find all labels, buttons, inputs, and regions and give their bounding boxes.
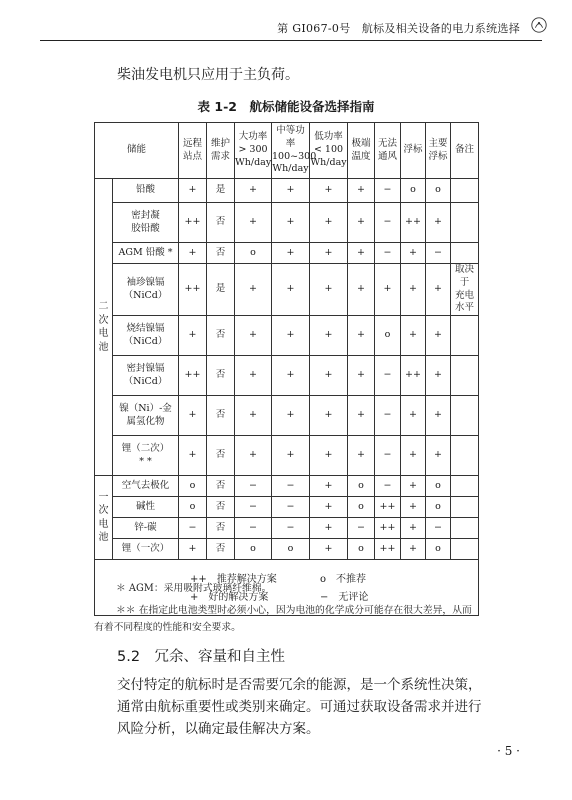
rating-cell: + xyxy=(348,356,375,396)
rating-cell: + xyxy=(235,396,272,436)
rating-cell: 否 xyxy=(207,316,235,356)
rating-cell: 否 xyxy=(207,476,235,497)
rating-cell: + xyxy=(272,243,310,264)
legend-item: ++ 推荐解决方案 xyxy=(190,573,277,585)
column-header xyxy=(272,123,317,179)
header-line: 远程 xyxy=(183,137,203,149)
row-name-line: 铅酸 xyxy=(136,184,156,196)
legend-item: + 好的解决方案 xyxy=(190,591,269,603)
rating-cell: 否 xyxy=(207,203,235,243)
rating-cell: + xyxy=(401,264,426,316)
table-row xyxy=(95,497,479,518)
rating-cell: + xyxy=(310,203,348,243)
column-header xyxy=(451,123,479,179)
rating-cell: ++ xyxy=(179,264,207,316)
rating-cell: − xyxy=(375,179,401,203)
table-row xyxy=(95,203,479,243)
rating-cell: − xyxy=(235,497,272,518)
rating-cell: + xyxy=(179,396,207,436)
rating-cell: + xyxy=(426,396,451,436)
row-name xyxy=(113,203,179,243)
rating-cell: o xyxy=(375,316,401,356)
rating-cell: + xyxy=(310,497,348,518)
rating-cell: ++ xyxy=(375,497,401,518)
row-name xyxy=(113,264,179,316)
rating-cell: − xyxy=(348,518,375,539)
rating-cell: − xyxy=(272,518,310,539)
rating-cell: + xyxy=(272,179,310,203)
column-header xyxy=(401,123,426,179)
rating-cell: + xyxy=(401,476,426,497)
remark-cell xyxy=(451,179,479,203)
rating-cell: − xyxy=(375,396,401,436)
header-line: 浮标 xyxy=(403,144,423,156)
rating-cell: + xyxy=(401,396,426,436)
rating-cell: ++ xyxy=(179,356,207,396)
row-name-line: 烧结镍镉 xyxy=(126,322,165,334)
rating-cell: + xyxy=(348,436,375,476)
header-line: 储能 xyxy=(127,144,147,156)
rating-cell: + xyxy=(235,203,272,243)
column-header xyxy=(426,123,451,179)
rating-cell: + xyxy=(235,316,272,356)
rating-cell: o xyxy=(348,497,375,518)
rating-cell: + xyxy=(310,316,348,356)
header-line: 无法 xyxy=(378,137,398,149)
rating-cell: 否 xyxy=(207,518,235,539)
row-name-line: 密封镍镉 xyxy=(126,362,165,374)
rating-cell: + xyxy=(235,356,272,396)
group-label xyxy=(95,476,113,560)
table-title: 表 1-2 航标储能设备选择指南 xyxy=(197,99,375,114)
header-line: > 300 xyxy=(238,144,268,156)
rating-cell: o xyxy=(426,476,451,497)
row-name-line: 锂（一次） xyxy=(121,542,170,554)
row-name-line: AGM 铅酸 * xyxy=(118,246,173,258)
header-line: 低功率 xyxy=(314,131,343,143)
footnote: 有着不同程度的性能和安全要求。 xyxy=(94,622,241,633)
rating-cell: + xyxy=(235,179,272,203)
rating-cell: + xyxy=(348,264,375,316)
remark-cell xyxy=(451,436,479,476)
rating-cell: − xyxy=(375,203,401,243)
footnote: ＊ AGM：采用吸附式玻璃纤维棉。 xyxy=(116,583,272,594)
header-line: 备注 xyxy=(455,144,475,156)
table-row xyxy=(95,356,479,396)
header-line: 主要 xyxy=(428,137,448,149)
column-header xyxy=(207,123,235,179)
remark-cell xyxy=(451,316,479,356)
rating-cell: + xyxy=(310,356,348,396)
column-header xyxy=(235,123,272,179)
table-row xyxy=(95,539,479,560)
row-name xyxy=(113,396,179,436)
remark-cell xyxy=(451,497,479,518)
header-line: 站点 xyxy=(183,150,203,162)
rating-cell: ++ xyxy=(375,539,401,560)
row-name xyxy=(113,316,179,356)
row-name-line: （NiCd） xyxy=(123,335,168,347)
rating-cell: − xyxy=(426,243,451,264)
remark-line: 取决于 xyxy=(455,264,475,288)
legend-item: − 无评论 xyxy=(320,591,369,603)
rating-cell: + xyxy=(310,539,348,560)
remark-cell xyxy=(451,243,479,264)
header-line: 需求 xyxy=(211,150,231,162)
row-name-line: （NiCd） xyxy=(123,375,168,387)
row-name-line: 袖珍镍镉 xyxy=(126,276,165,288)
table-row xyxy=(95,179,479,203)
section-heading: 5.2 冗余、容量和自主性 xyxy=(117,649,286,665)
rating-cell: − xyxy=(375,436,401,476)
rating-cell: o xyxy=(348,476,375,497)
table-row xyxy=(95,243,479,264)
row-name-line: 镍（Ni）-金 xyxy=(119,402,172,414)
row-name xyxy=(113,539,179,560)
rating-cell: 否 xyxy=(207,539,235,560)
rating-cell: + xyxy=(310,264,348,316)
column-header xyxy=(375,123,401,179)
table-header-row xyxy=(95,123,479,179)
header-line: 大功率 xyxy=(238,131,268,143)
rating-cell: + xyxy=(426,264,451,316)
rating-cell: + xyxy=(310,476,348,497)
rating-cell: + xyxy=(401,243,426,264)
rating-cell: + xyxy=(179,179,207,203)
rating-cell: + xyxy=(348,243,375,264)
rating-cell: + xyxy=(310,179,348,203)
row-name-line: （NiCd） xyxy=(123,289,168,301)
header-line: 中等功率 xyxy=(276,124,305,149)
row-name xyxy=(113,497,179,518)
rating-cell: − xyxy=(375,243,401,264)
rating-cell: + xyxy=(272,316,310,356)
group-char: 池 xyxy=(98,532,109,544)
row-name-line: 属氢化物 xyxy=(126,415,165,427)
rating-cell: o xyxy=(401,179,426,203)
rating-cell: ++ xyxy=(375,518,401,539)
row-name-line: 空气去极化 xyxy=(121,479,170,491)
group-char: 池 xyxy=(98,341,109,353)
rating-cell: + xyxy=(179,316,207,356)
rating-cell: o xyxy=(348,539,375,560)
running-title: 第 GI067-0号 航标及相关设备的电力系统选择 xyxy=(277,22,520,35)
row-name-line: 锂（二次） xyxy=(121,442,170,454)
footnote: ＊＊ 在指定此电池类型时必须小心，因为电池的化学成分可能存在很大差异，从而 xyxy=(116,605,472,616)
intro-line: 柴油发电机只应用于主负荷。 xyxy=(117,67,299,83)
remark-cell xyxy=(451,539,479,560)
rating-cell: − xyxy=(235,476,272,497)
rating-cell: + xyxy=(272,203,310,243)
remark-line: 充电水平 xyxy=(455,289,475,314)
row-name-line: 胶铅酸 xyxy=(131,222,160,234)
remark-cell xyxy=(451,356,479,396)
group-char: 次 xyxy=(98,314,109,326)
header-line: 极端 xyxy=(351,137,371,149)
row-name-line: 密封凝 xyxy=(131,209,160,221)
legend-item: o 不推荐 xyxy=(320,573,367,585)
rating-cell: o xyxy=(179,476,207,497)
rating-cell: − xyxy=(272,497,310,518)
rating-cell: ++ xyxy=(179,203,207,243)
rating-cell: 否 xyxy=(207,497,235,518)
row-name-line: * * xyxy=(139,455,152,467)
remark-cell xyxy=(451,203,479,243)
rating-cell: 否 xyxy=(207,356,235,396)
row-name xyxy=(113,356,179,396)
row-name-line: 锌-碳 xyxy=(134,521,157,533)
group-label xyxy=(95,179,113,476)
group-char: 电 xyxy=(98,328,109,340)
group-char: 二 xyxy=(98,301,109,313)
rating-cell: 是 xyxy=(207,264,235,316)
row-name xyxy=(113,518,179,539)
rating-cell: + xyxy=(348,203,375,243)
header-rule xyxy=(40,40,542,41)
rating-cell: + xyxy=(426,436,451,476)
rating-cell: + xyxy=(401,497,426,518)
row-name xyxy=(113,476,179,497)
publisher-logo-icon xyxy=(530,16,548,34)
header-line: Wh/day xyxy=(310,156,347,168)
rating-cell: ++ xyxy=(401,356,426,396)
rating-cell: ++ xyxy=(401,203,426,243)
group-char: 电 xyxy=(98,518,109,530)
remark-cell xyxy=(451,476,479,497)
header-line: 通风 xyxy=(378,150,398,162)
column-header xyxy=(179,123,207,179)
rating-cell: + xyxy=(401,518,426,539)
rating-cell: o xyxy=(426,179,451,203)
rating-cell: − xyxy=(179,518,207,539)
rating-cell: + xyxy=(401,316,426,356)
rating-cell: + xyxy=(310,396,348,436)
rating-cell: o xyxy=(426,497,451,518)
rating-cell: + xyxy=(310,518,348,539)
rating-cell: + xyxy=(179,539,207,560)
body-paragraph: 交付特定的航标时是否需要冗余的能源，是一个系统性决策，通常由航标重要性或类别来确定。可通过获取设备需求并进行风险分析，以确定最佳解决方案。 xyxy=(117,677,482,737)
rating-cell: + xyxy=(348,316,375,356)
rating-cell: + xyxy=(272,356,310,396)
rating-cell: − xyxy=(235,518,272,539)
rating-cell: 否 xyxy=(207,396,235,436)
column-header xyxy=(348,123,375,179)
row-name xyxy=(113,243,179,264)
rating-cell: + xyxy=(272,264,310,316)
rating-cell: + xyxy=(426,356,451,396)
table-row xyxy=(95,264,479,316)
rating-cell: − xyxy=(375,476,401,497)
header-line: 100~300 xyxy=(272,150,317,162)
table-row xyxy=(95,476,479,497)
header-line: 维护 xyxy=(211,137,231,149)
rating-cell: o xyxy=(426,539,451,560)
rating-cell: + xyxy=(426,316,451,356)
storage-selection-table xyxy=(94,122,479,616)
column-header xyxy=(95,123,179,179)
column-header xyxy=(310,123,348,179)
rating-cell: + xyxy=(272,396,310,436)
rating-cell: + xyxy=(310,243,348,264)
table-row xyxy=(95,316,479,356)
rating-cell: − xyxy=(375,356,401,396)
row-name xyxy=(113,436,179,476)
remark-cell xyxy=(451,264,479,316)
rating-cell: + xyxy=(235,436,272,476)
rating-cell: + xyxy=(310,436,348,476)
rating-cell: o xyxy=(235,243,272,264)
rating-cell: + xyxy=(235,264,272,316)
rating-cell: 否 xyxy=(207,436,235,476)
rating-cell: + xyxy=(348,396,375,436)
rating-cell: + xyxy=(179,436,207,476)
row-name xyxy=(113,179,179,203)
rating-cell: − xyxy=(272,476,310,497)
rating-cell: 是 xyxy=(207,179,235,203)
table-row xyxy=(95,436,479,476)
header-line: 浮标 xyxy=(428,150,448,162)
rating-cell: + xyxy=(272,436,310,476)
header-line: Wh/day xyxy=(272,163,309,175)
page-number: · 5 · xyxy=(497,744,520,758)
header-line: < 100 xyxy=(313,144,344,156)
rating-cell: + xyxy=(179,243,207,264)
rating-cell: + xyxy=(401,539,426,560)
rating-cell: o xyxy=(235,539,272,560)
rating-cell: o xyxy=(272,539,310,560)
row-name-line: 碱性 xyxy=(136,500,156,512)
rating-cell: o xyxy=(179,497,207,518)
header-line: 温度 xyxy=(351,150,371,162)
remark-cell xyxy=(451,518,479,539)
table-row xyxy=(95,518,479,539)
rating-cell: + xyxy=(375,264,401,316)
group-char: 次 xyxy=(98,505,109,517)
rating-cell: − xyxy=(426,518,451,539)
group-char: 一 xyxy=(98,491,109,503)
rating-cell: 否 xyxy=(207,243,235,264)
remark-cell xyxy=(451,396,479,436)
rating-cell: + xyxy=(426,203,451,243)
rating-cell: + xyxy=(348,179,375,203)
rating-cell: + xyxy=(401,436,426,476)
table-row xyxy=(95,396,479,436)
header-line: Wh/day xyxy=(235,156,272,168)
